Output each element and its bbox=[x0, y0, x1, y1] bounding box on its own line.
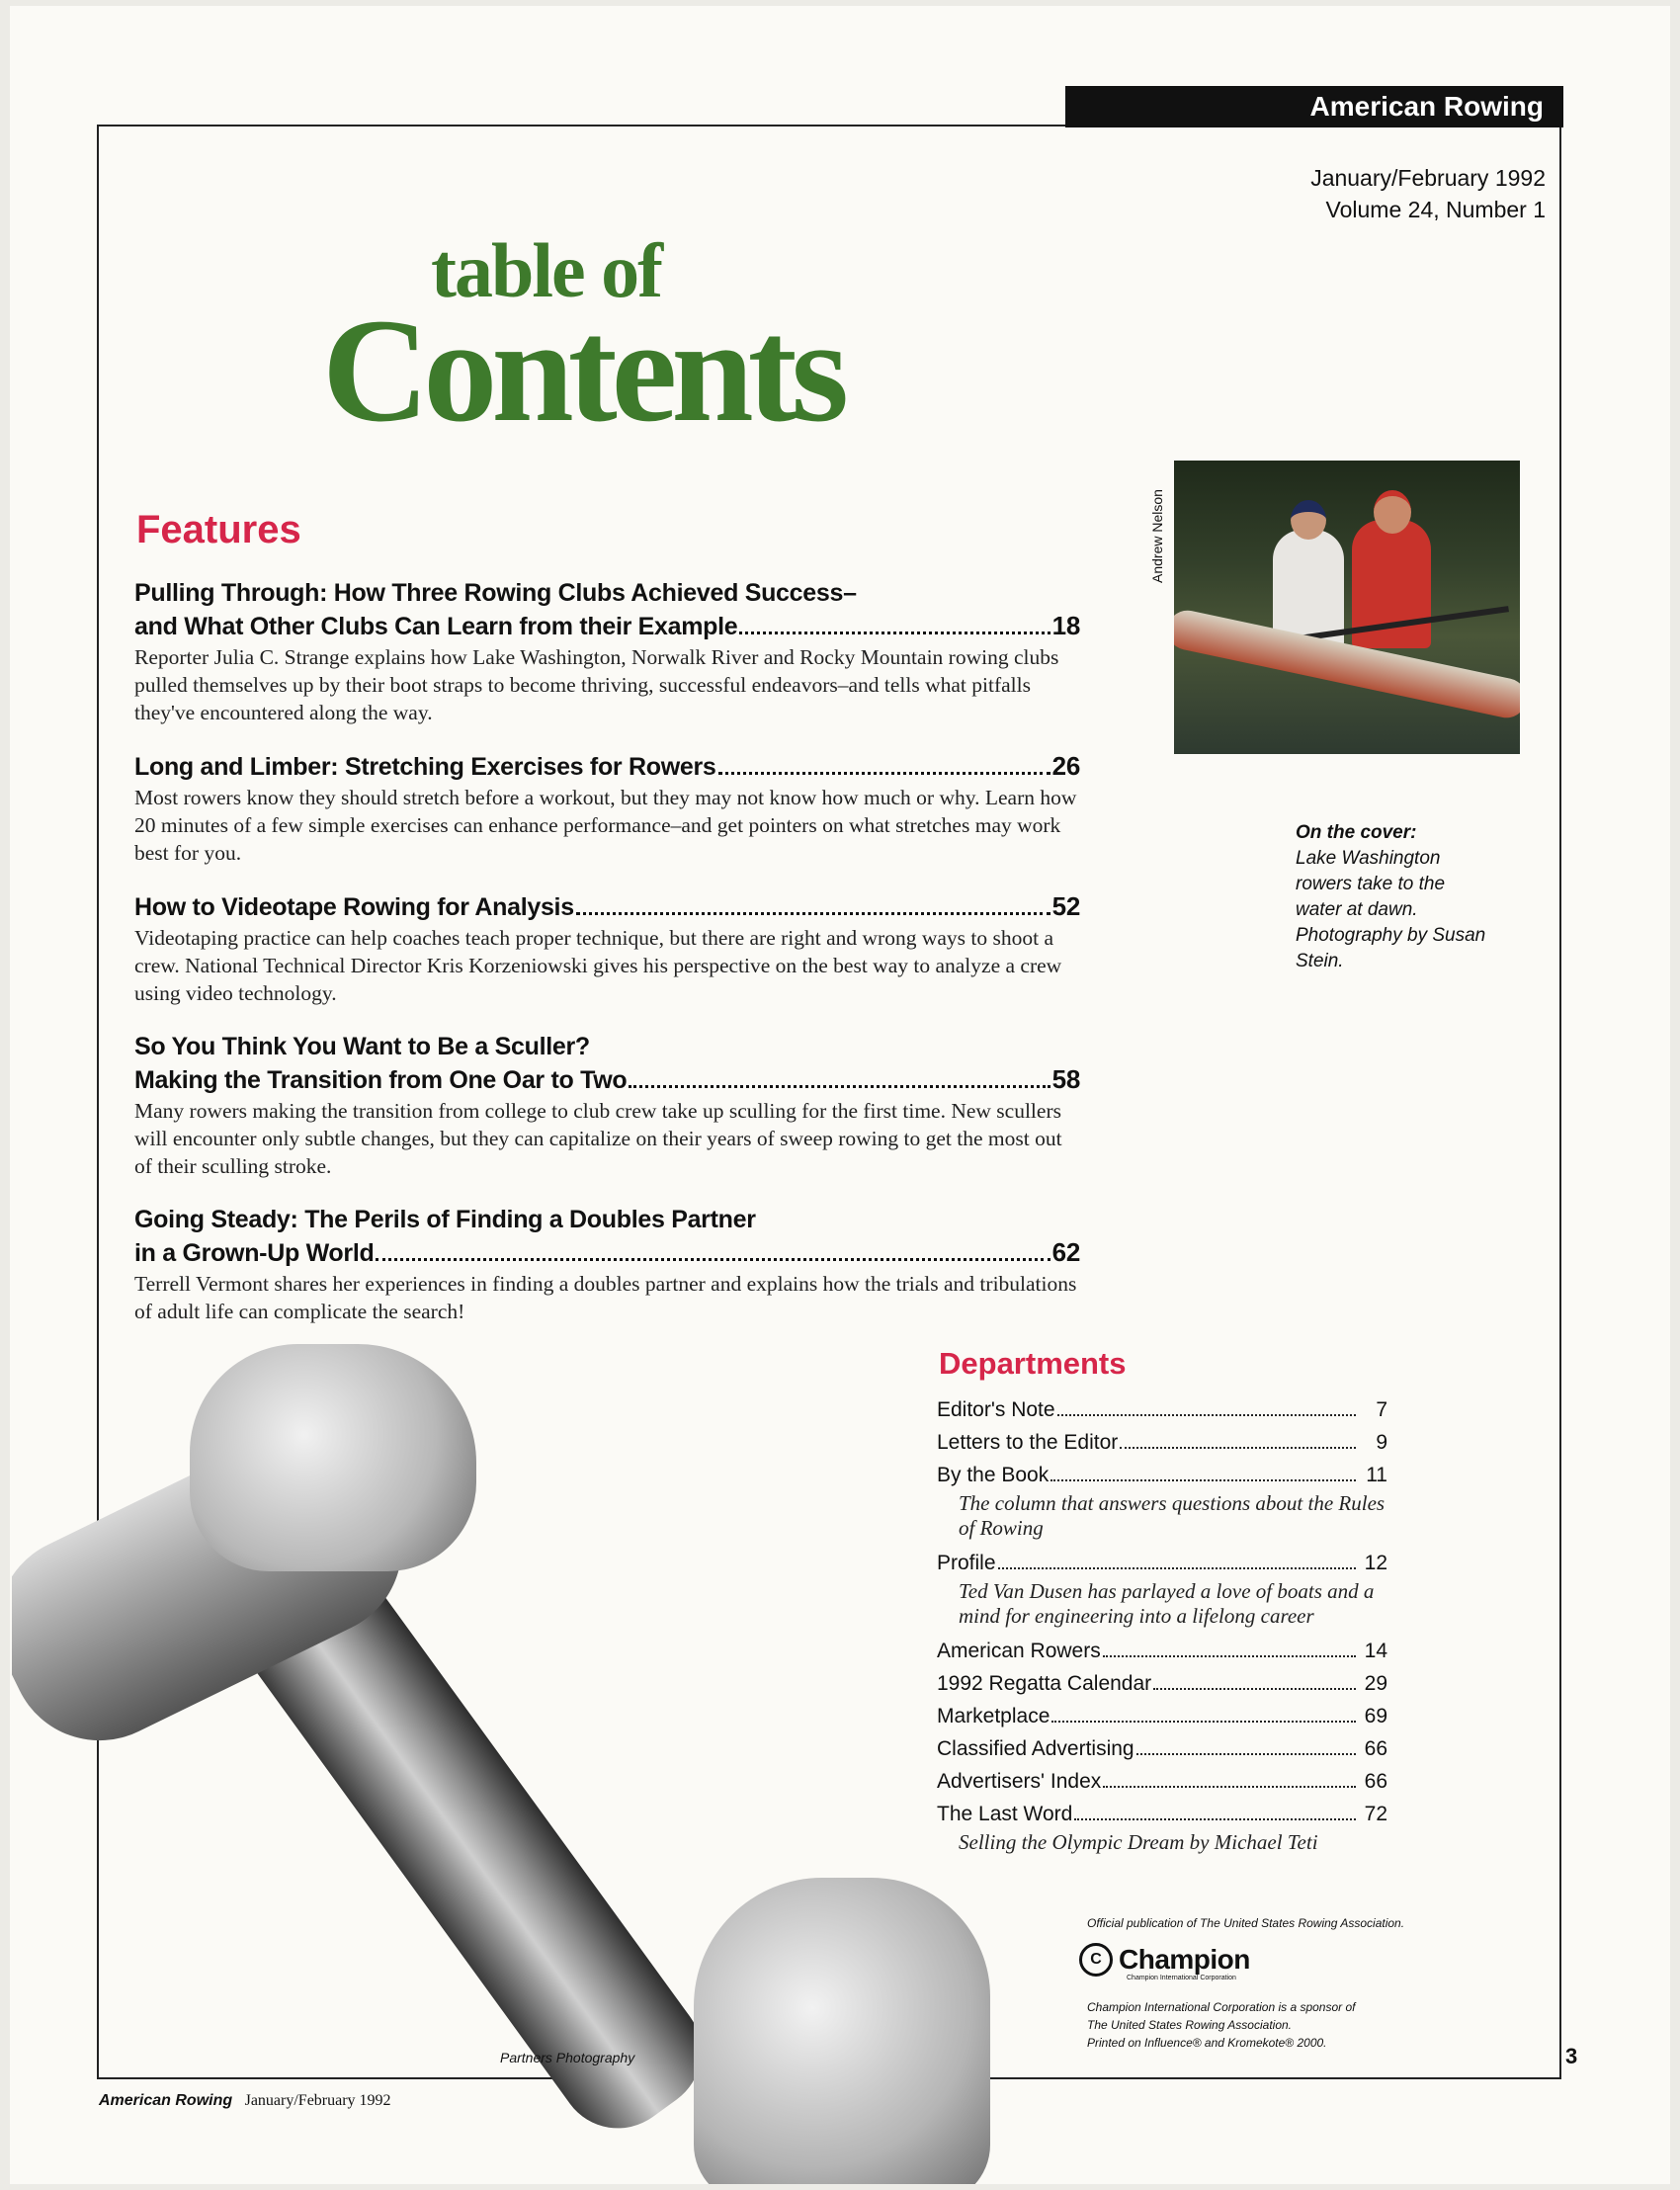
issue-info bbox=[1310, 162, 1546, 225]
dot-leader bbox=[1103, 1655, 1356, 1657]
rower-head-2 bbox=[1374, 490, 1411, 534]
department-label: Advertisers' Index bbox=[937, 1770, 1102, 1793]
sponsor-line-3: Printed on Influence® and Kromekote® 2000. bbox=[1087, 2036, 1327, 2050]
feature-title-line2-row bbox=[134, 1236, 1080, 1270]
department-item[interactable] bbox=[937, 1700, 1387, 1732]
department-page: 72 bbox=[1364, 1803, 1387, 1825]
features-heading: Features bbox=[136, 508, 301, 551]
dot-leader bbox=[1057, 1414, 1356, 1416]
champion-subname: Champion International Corporation bbox=[1127, 1975, 1236, 1981]
department-item[interactable] bbox=[937, 1547, 1387, 1579]
dot-leader bbox=[998, 1567, 1356, 1569]
feature-description: Many rowers making the transition from college to club crew take up sculling for the first time. New scullers will encounter only subtle changes, but they can capitalize on their years of sweep rowing to get the most out of their sculling stroke. bbox=[134, 1099, 1062, 1178]
department-subtitle: Selling the Olympic Dream by Michael Teti bbox=[959, 1830, 1318, 1854]
page-footer bbox=[99, 2092, 391, 2110]
cover-photo-credit: Andrew Nelson bbox=[1149, 489, 1165, 583]
feature-title-line1: Going Steady: The Perils of Finding a Doubles Partner bbox=[134, 1206, 756, 1233]
department-item[interactable] bbox=[937, 1798, 1387, 1830]
department-item[interactable] bbox=[937, 1459, 1387, 1491]
dot-leader bbox=[629, 1085, 1050, 1088]
department-label: 1992 Regatta Calendar bbox=[937, 1672, 1152, 1695]
department-item[interactable] bbox=[937, 1765, 1387, 1798]
department-label: Classified Advertising bbox=[937, 1737, 1134, 1760]
department-label: By the Book bbox=[937, 1464, 1050, 1486]
feature-item[interactable] bbox=[134, 890, 1080, 1007]
department-page: 9 bbox=[1376, 1431, 1387, 1454]
feature-page: 58 bbox=[1051, 1064, 1080, 1094]
dot-leader bbox=[1050, 1479, 1356, 1481]
fist-bottom bbox=[694, 1878, 990, 2184]
page-title bbox=[322, 227, 915, 453]
feature-title-line2: How to Videotape Rowing for Analysis bbox=[134, 893, 574, 921]
feature-page: 52 bbox=[1051, 891, 1080, 921]
issue-date: January/February 1992 bbox=[1310, 165, 1546, 191]
department-label: Profile bbox=[937, 1552, 996, 1574]
feature-title-line2: Making the Transition from One Oar to Two bbox=[134, 1066, 628, 1094]
feature-description: Most rowers know they should stretch before a workout, but they may not know how much or why. Learn how 20 minutes of a few simple exercises can enhance performance–and get pointers on what stretches may work best for you. bbox=[134, 786, 1077, 865]
features-list bbox=[134, 577, 1080, 1349]
feature-item[interactable] bbox=[134, 1204, 1080, 1325]
dot-leader bbox=[1103, 1786, 1356, 1788]
feature-title-line1: So You Think You Want to Be a Sculler? bbox=[134, 1033, 590, 1060]
feature-page: 26 bbox=[1051, 751, 1080, 781]
sponsor-note bbox=[1087, 1998, 1356, 2052]
department-item[interactable] bbox=[937, 1732, 1387, 1765]
department-page: 7 bbox=[1376, 1398, 1387, 1421]
official-publication-note: Official publication of The United States Rowing Association. bbox=[1087, 1916, 1405, 1930]
issue-volume: Volume 24, Number 1 bbox=[1325, 197, 1546, 222]
feature-description: Videotaping practice can help coaches teach proper technique, but there are right and wrong ways to shoot a crew. National Technical Director Kris Korzeniowski gives his perspective on the best way to analyze a crew using video technology. bbox=[134, 926, 1062, 1005]
dot-leader bbox=[1051, 1721, 1356, 1723]
sponsor-line-2: The United States Rowing Association. bbox=[1087, 2018, 1292, 2032]
feature-title-line1: Pulling Through: How Three Rowing Clubs Achieved Success– bbox=[134, 579, 857, 607]
feature-title-line2: in a Grown-Up World bbox=[134, 1239, 375, 1267]
sponsor-line-1: Champion International Corporation is a sponsor of bbox=[1087, 2000, 1356, 2014]
department-item[interactable] bbox=[937, 1393, 1387, 1426]
department-page: 66 bbox=[1364, 1737, 1387, 1760]
hands-photo-credit: Partners Photography bbox=[500, 2050, 635, 2065]
department-page: 66 bbox=[1364, 1770, 1387, 1793]
dot-leader bbox=[1153, 1688, 1356, 1690]
dot-leader bbox=[1074, 1818, 1356, 1820]
dot-leader bbox=[376, 1258, 1050, 1261]
feature-title-line2: Long and Limber: Stretching Exercises for Rowers bbox=[134, 753, 716, 781]
feature-page: 18 bbox=[1051, 611, 1080, 640]
departments-heading: Departments bbox=[939, 1346, 1127, 1381]
cover-caption-text: Lake Washington rowers take to the water at dawn. Photography by Susan Stein. bbox=[1296, 848, 1486, 971]
department-item[interactable] bbox=[937, 1426, 1387, 1459]
feature-item[interactable] bbox=[134, 577, 1080, 726]
department-label: Marketplace bbox=[937, 1705, 1050, 1727]
department-page: 69 bbox=[1364, 1705, 1387, 1727]
department-label: Editor's Note bbox=[937, 1398, 1055, 1421]
dot-leader bbox=[718, 772, 1050, 775]
champion-icon: C bbox=[1079, 1943, 1113, 1977]
department-label: American Rowers bbox=[937, 1640, 1101, 1662]
cover-caption bbox=[1296, 820, 1493, 974]
dot-leader bbox=[739, 632, 1050, 634]
department-page: 12 bbox=[1364, 1552, 1387, 1574]
department-subtitle: The column that answers questions about the Rules of Rowing bbox=[959, 1491, 1386, 1540]
feature-page: 62 bbox=[1051, 1237, 1080, 1267]
rower-head-1 bbox=[1291, 500, 1326, 540]
cover-caption-head: On the cover: bbox=[1296, 822, 1417, 843]
feature-title-line2-row bbox=[134, 610, 1080, 643]
feature-title-line2-row bbox=[134, 750, 1080, 784]
feature-item[interactable] bbox=[134, 750, 1080, 867]
masthead-tab: American Rowing bbox=[1065, 86, 1563, 127]
page-number: 3 bbox=[1565, 2044, 1578, 2068]
footer-magazine: American Rowing bbox=[99, 2092, 233, 2109]
dot-leader bbox=[1136, 1753, 1356, 1755]
champion-logo bbox=[1079, 1943, 1250, 1981]
department-item[interactable] bbox=[937, 1667, 1387, 1700]
department-page: 14 bbox=[1364, 1640, 1387, 1662]
boat-hull bbox=[1174, 607, 1520, 721]
department-label: The Last Word bbox=[937, 1803, 1073, 1825]
feature-description: Reporter Julia C. Strange explains how Lake Washington, Norwalk River and Rocky Mountain rowing clubs pulled themselves up by their boot straps to become thriving, successful endeavors–and tells what pitfalls they've encountered along the way. bbox=[134, 645, 1059, 724]
feature-title-line2-row bbox=[134, 890, 1080, 924]
feature-title-line2: and What Other Clubs Can Learn from their Example bbox=[134, 613, 738, 640]
title-big: Contents bbox=[322, 289, 844, 453]
footer-date: January/February 1992 bbox=[244, 2092, 391, 2109]
department-subtitle: Ted Van Dusen has parlayed a love of boats and a mind for engineering into a lifelong career bbox=[959, 1579, 1375, 1628]
dot-leader bbox=[1120, 1447, 1356, 1449]
feature-title-line2-row bbox=[134, 1063, 1080, 1097]
dot-leader bbox=[576, 912, 1050, 915]
champion-name: Champion bbox=[1119, 1944, 1250, 1975]
title-small: table of bbox=[431, 227, 662, 313]
cover-photo bbox=[1174, 461, 1520, 754]
fist-top bbox=[190, 1344, 476, 1571]
feature-description: Terrell Vermont shares her experiences in finding a doubles partner and explains how the trials and tribulations of adult life can complicate the search! bbox=[134, 1272, 1077, 1323]
departments-list bbox=[937, 1393, 1387, 1861]
department-label: Letters to the Editor bbox=[937, 1431, 1119, 1454]
department-page: 29 bbox=[1364, 1672, 1387, 1695]
department-page: 11 bbox=[1366, 1464, 1387, 1486]
department-item[interactable] bbox=[937, 1635, 1387, 1667]
feature-item[interactable] bbox=[134, 1031, 1080, 1180]
